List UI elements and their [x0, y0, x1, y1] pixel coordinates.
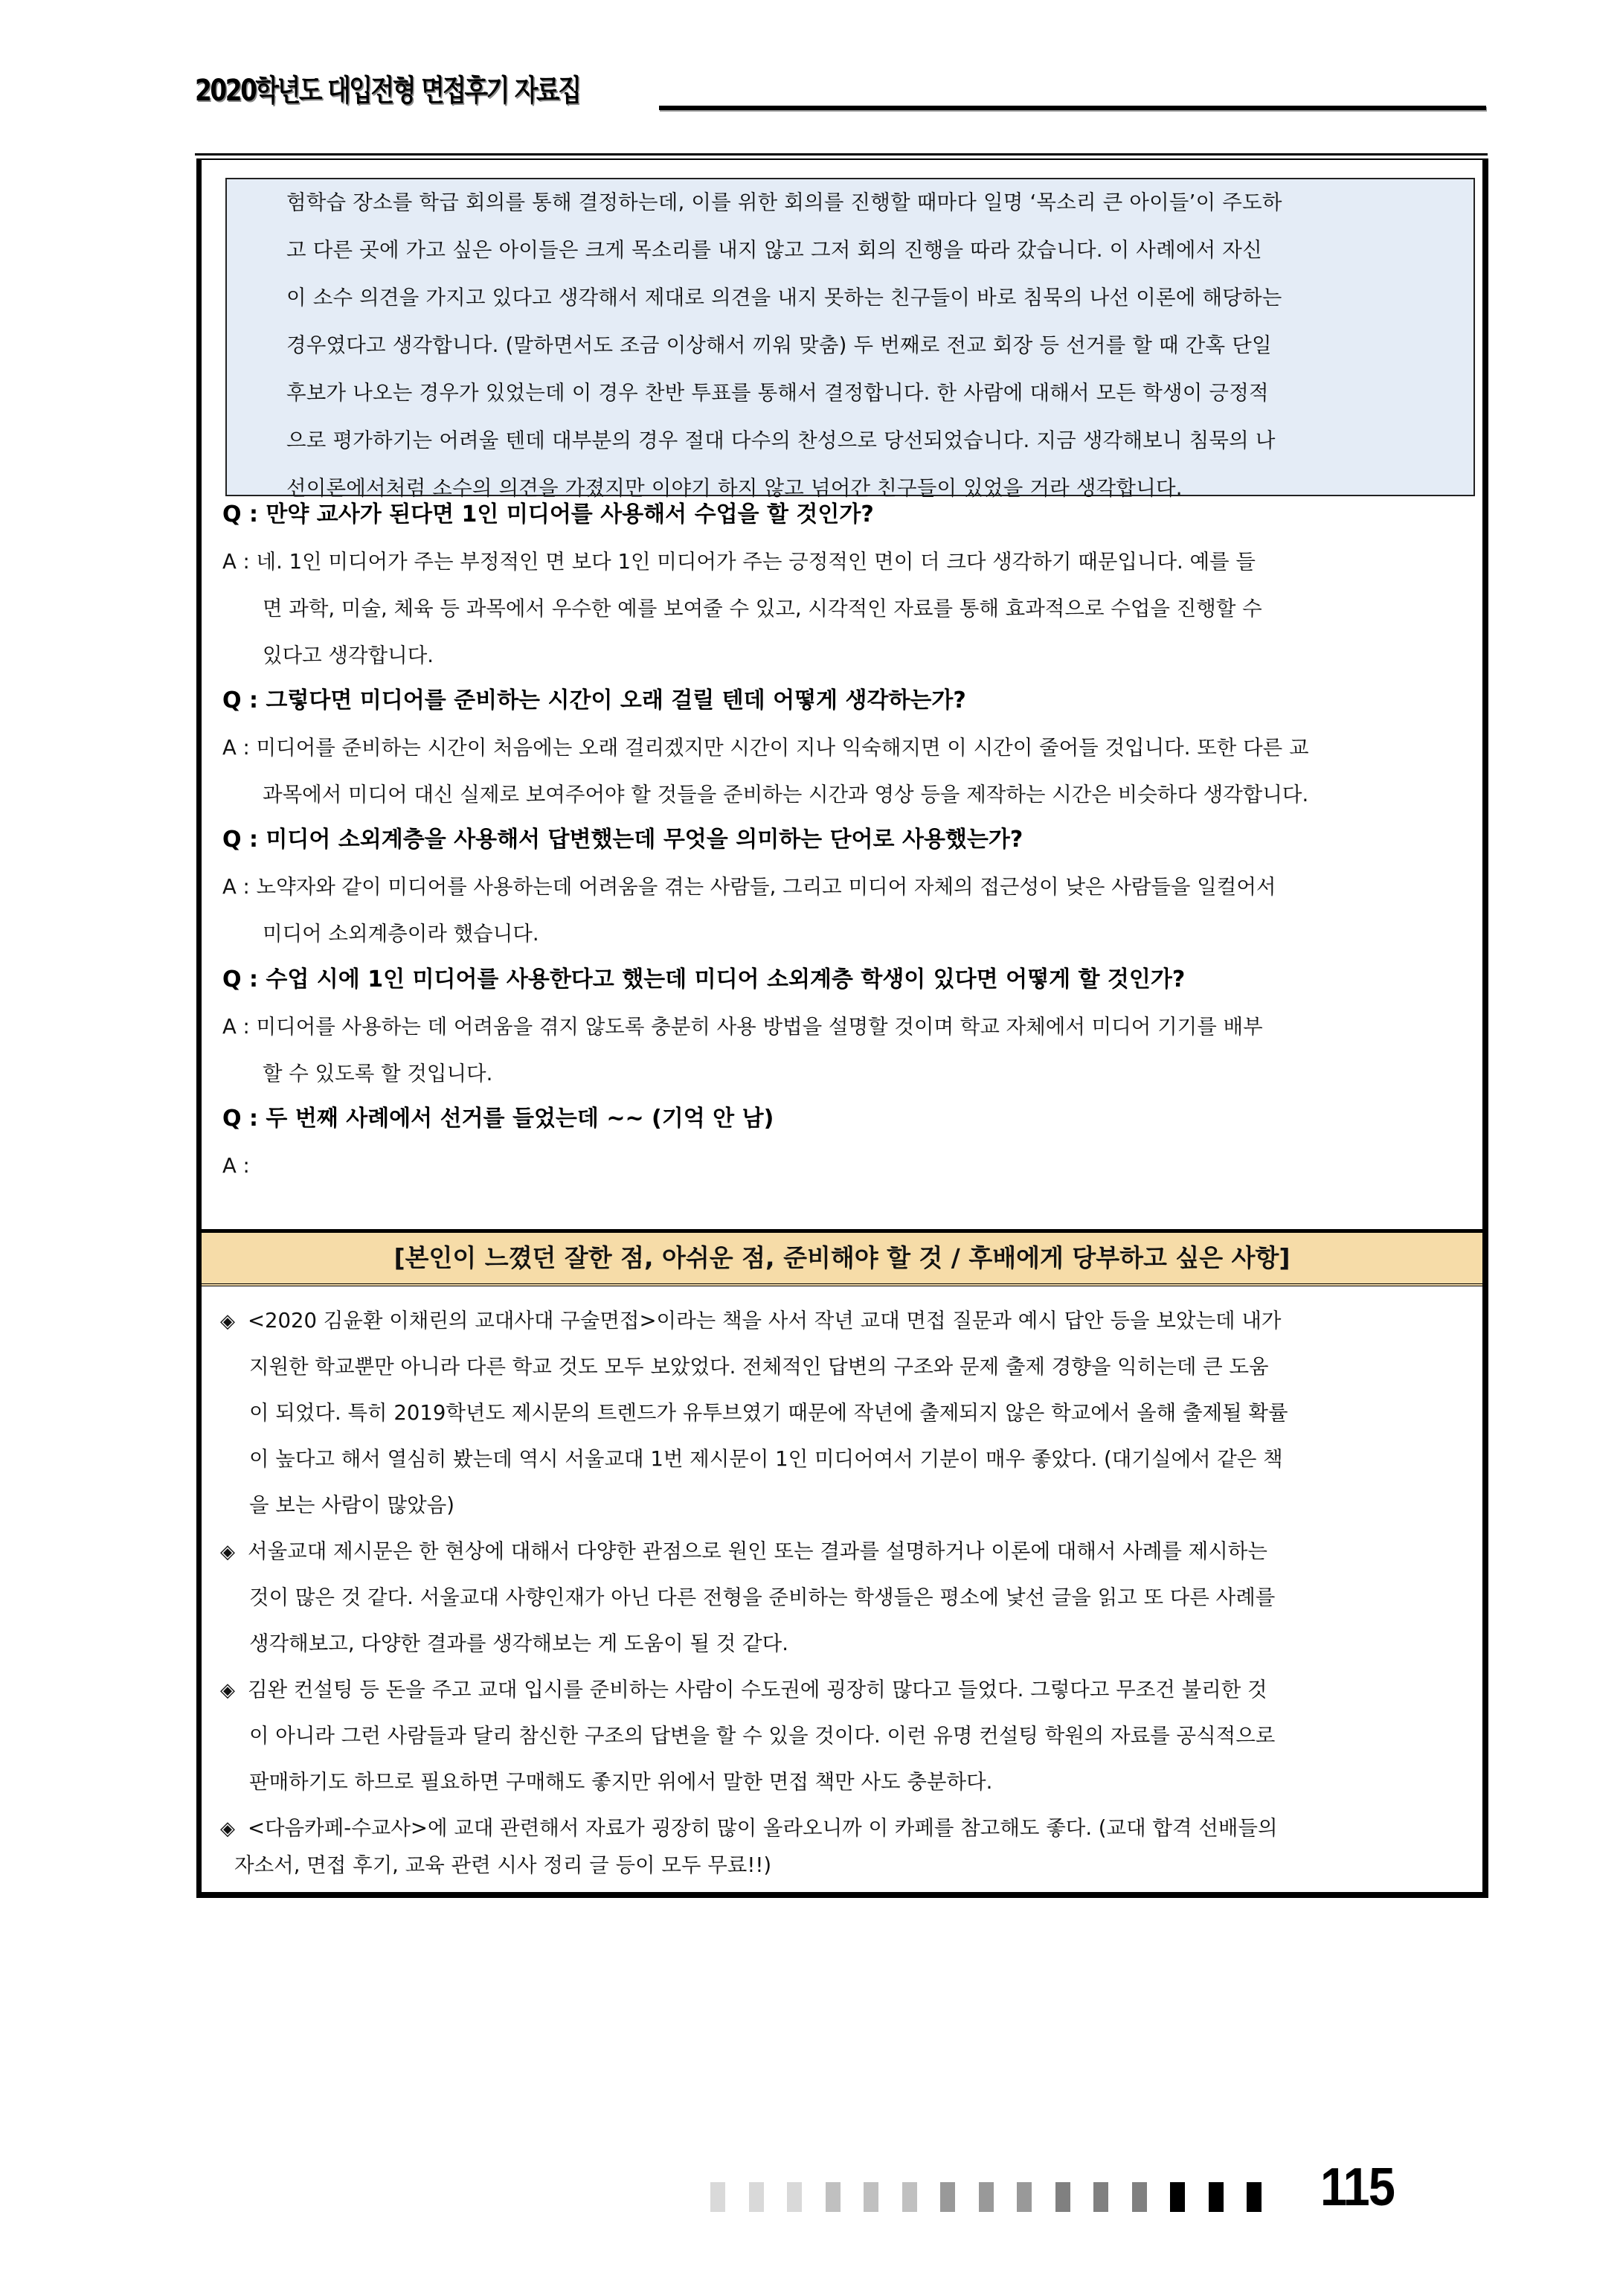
tip-line: 판매하기도 하므로 필요하면 구매해도 좋지만 위에서 말한 면접 책만 사도 충분하다.	[249, 1770, 993, 1794]
tip-line: 이 되었다. 특히 2019학년도 제시문의 트렌드가 유투브였기 때문에 작년에 출제되지 않은 학교에서 올해 출제될 확률	[249, 1401, 1288, 1425]
footer-bar	[710, 2182, 725, 2212]
tip-line: 지원한 학교뿐만 아니라 다른 학교 것도 모두 보았었다. 전체적인 답변의 구조와 문제 출제 경향을 익히는데 큰 도움	[249, 1355, 1269, 1379]
diamond-bullet-icon: ◈	[220, 1818, 235, 1840]
content-frame	[196, 158, 1488, 1898]
document-title: 2020학년도 대입전형 면접후기 자료집	[195, 74, 580, 108]
reflection-heading: [본인이 느꼈던 잘한 점, 아쉬운 점, 준비해야 할 것 / 후배에게 당부하고 싶은 사항]	[202, 1229, 1482, 1286]
answer-4-line: 할 수 있도록 할 것입니다.	[263, 1062, 493, 1086]
footer-bar	[1132, 2182, 1147, 2212]
footer-bar	[1247, 2182, 1262, 2212]
question-5: Q : 두 번째 사례에서 선거를 들었는데 ~~ (기억 안 남)	[222, 1106, 774, 1132]
tip-line: 것이 많은 것 같다. 서울교대 사향인재가 아닌 다른 전형을 준비하는 학생들은 평소에 낯선 글을 읽고 또 다른 사례를	[249, 1585, 1276, 1609]
quote-line: 후보가 나오는 경우가 있었는데 이 경우 찬반 투표를 통해서 결정합니다. 한 사람에 대해서 모든 학생이 긍정적	[286, 381, 1269, 405]
answer-5: A :	[222, 1154, 250, 1178]
quote-line: 경우였다고 생각합니다. (말하면서도 조금 이상해서 끼워 맞춤) 두 번째로 전교 회장 등 선거를 할 때 간혹 단일	[286, 333, 1272, 357]
footer-bar	[749, 2182, 764, 2212]
quote-line: 고 다른 곳에 가고 싶은 아이들은 크게 목소리를 내지 않고 그저 회의 진행을 따라 갔습니다. 이 사례에서 자신	[286, 238, 1262, 262]
answer-2-line: 과목에서 미디어 대신 실제로 보여주어야 할 것들을 준비하는 시간과 영상 등을 제작하는 시간은 비슷하다 생각합니다.	[263, 783, 1309, 807]
footer-bar	[1055, 2182, 1070, 2212]
footer-bar	[1209, 2182, 1224, 2212]
quote-line: 으로 평가하기는 어려울 텐데 대부분의 경우 절대 다수의 찬성으로 당선되었습니다. 지금 생각해보니 침묵의 나	[286, 429, 1276, 452]
question-4: Q : 수업 시에 1인 미디어를 사용한다고 했는데 미디어 소외계층 학생이 있다면 어떻게 할 것인가?	[222, 966, 1186, 993]
question-2: Q : 그렇다면 미디어를 준비하는 시간이 오래 걸릴 텐데 어떻게 생각하는가?	[222, 687, 966, 714]
diamond-bullet-icon: ◈	[220, 1679, 235, 1702]
answer-1: A : 네. 1인 미디어가 주는 부정적인 면 보다 1인 미디어가 주는 긍정적인 면이 더 크다 생각하기 때문입니다. 예를 들	[222, 550, 1256, 574]
quote-line: 이 소수 의견을 가지고 있다고 생각해서 제대로 의견을 내지 못하는 친구들이 바로 침묵의 나선 이론에 해당하는	[286, 286, 1282, 310]
top-divider	[195, 153, 1488, 155]
footer-bar	[826, 2182, 841, 2212]
quote-line: 선이론에서처럼 소수의 의견을 가졌지만 이야기 하지 않고 넘어간 친구들이 있었을 거라 생각합니다.	[286, 476, 1183, 500]
diamond-bullet-icon: ◈	[220, 1310, 235, 1333]
answer-2: A : 미디어를 준비하는 시간이 처음에는 오래 걸리겠지만 시간이 지나 익숙해지면 이 시간이 줄어들 것입니다. 또한 다른 교	[222, 736, 1309, 760]
tip-item: ◈ <다음카페-수교사>에 교대 관련해서 자료가 굉장히 많이 올라오니까 이 카페를 참고해도 좋다. (교대 합격 선배들의	[218, 1817, 1278, 1840]
answer-3: A : 노약자와 같이 미디어를 사용하는데 어려움을 겪는 사람들, 그리고 미디어 자체의 접근성이 낮은 사람들을 일컬어서	[222, 875, 1276, 899]
question-1: Q : 만약 교사가 된다면 1인 미디어를 사용해서 수업을 할 것인가?	[222, 501, 874, 527]
footer-bar	[979, 2182, 994, 2212]
footer-bar	[1017, 2182, 1032, 2212]
tip-item: ◈ <2020 김윤환 이채린의 교대사대 구술면접>이라는 책을 사서 작년 교대 면접 질문과 예시 답안 등을 보았는데 내가	[218, 1309, 1281, 1333]
tip-line: 이 높다고 해서 열심히 봤는데 역시 서울교대 1번 제시문이 1인 미디어여서 기분이 매우 좋았다. (대기실에서 같은 책	[249, 1447, 1283, 1471]
footer-bar	[902, 2182, 917, 2212]
tip-line: 생각해보고, 다양한 결과를 생각해보는 게 도움이 될 것 같다.	[249, 1632, 788, 1655]
quote-line: 험학습 장소를 학급 회의를 통해 결정하는데, 이를 위한 회의를 진행할 때마다 일명 ‘목소리 큰 아이들’이 주도하	[286, 190, 1282, 214]
diamond-bullet-icon: ◈	[220, 1541, 235, 1563]
tip-item: ◈ 김완 컨설팅 등 돈을 주고 교대 입시를 준비하는 사람이 수도권에 굉장히 많다고 들었다. 그렇다고 무조건 불리한 것	[218, 1678, 1267, 1702]
answer-4: A : 미디어를 사용하는 데 어려움을 겪지 않도록 충분히 사용 방법을 설명할 것이며 학교 자체에서 미디어 기기를 배부	[222, 1015, 1263, 1039]
tip-line: 이 아니라 그런 사람들과 달리 참신한 구조의 답변을 할 수 있을 것이다. 이런 유명 컨설팅 학원의 자료를 공식적으로	[249, 1724, 1276, 1748]
header-rule	[659, 106, 1486, 110]
running-header	[195, 71, 1486, 116]
question-3: Q : 미디어 소외계층을 사용해서 답변했는데 무엇을 의미하는 단어로 사용했는가?	[222, 827, 1023, 853]
footer-bar	[864, 2182, 878, 2212]
page-number: 115	[1320, 2158, 1395, 2217]
answer-1-line: 있다고 생각합니다.	[263, 644, 434, 667]
footer-bar	[787, 2182, 802, 2212]
tip-item: ◈ 서울교대 제시문은 한 현상에 대해서 다양한 관점으로 원인 또는 결과를 설명하거나 이론에 대해서 사례를 제시하는	[218, 1540, 1267, 1563]
footer-bar	[1170, 2182, 1185, 2212]
answer-3-line: 미디어 소외계층이라 했습니다.	[263, 922, 539, 946]
answer-continuation-box	[225, 178, 1475, 500]
tip-line: 을 보는 사람이 많았음)	[249, 1493, 455, 1517]
page-footer	[710, 2158, 1454, 2247]
tip-line: 자소서, 면접 후기, 교육 관련 시사 정리 글 등이 모두 무료!!)	[234, 1853, 772, 1877]
footer-bar	[1093, 2182, 1108, 2212]
footer-bar	[940, 2182, 955, 2212]
answer-1-line: 면 과학, 미술, 체육 등 과목에서 우수한 예를 보여줄 수 있고, 시각적인 자료를 통해 효과적으로 수업을 진행할 수	[263, 597, 1262, 621]
